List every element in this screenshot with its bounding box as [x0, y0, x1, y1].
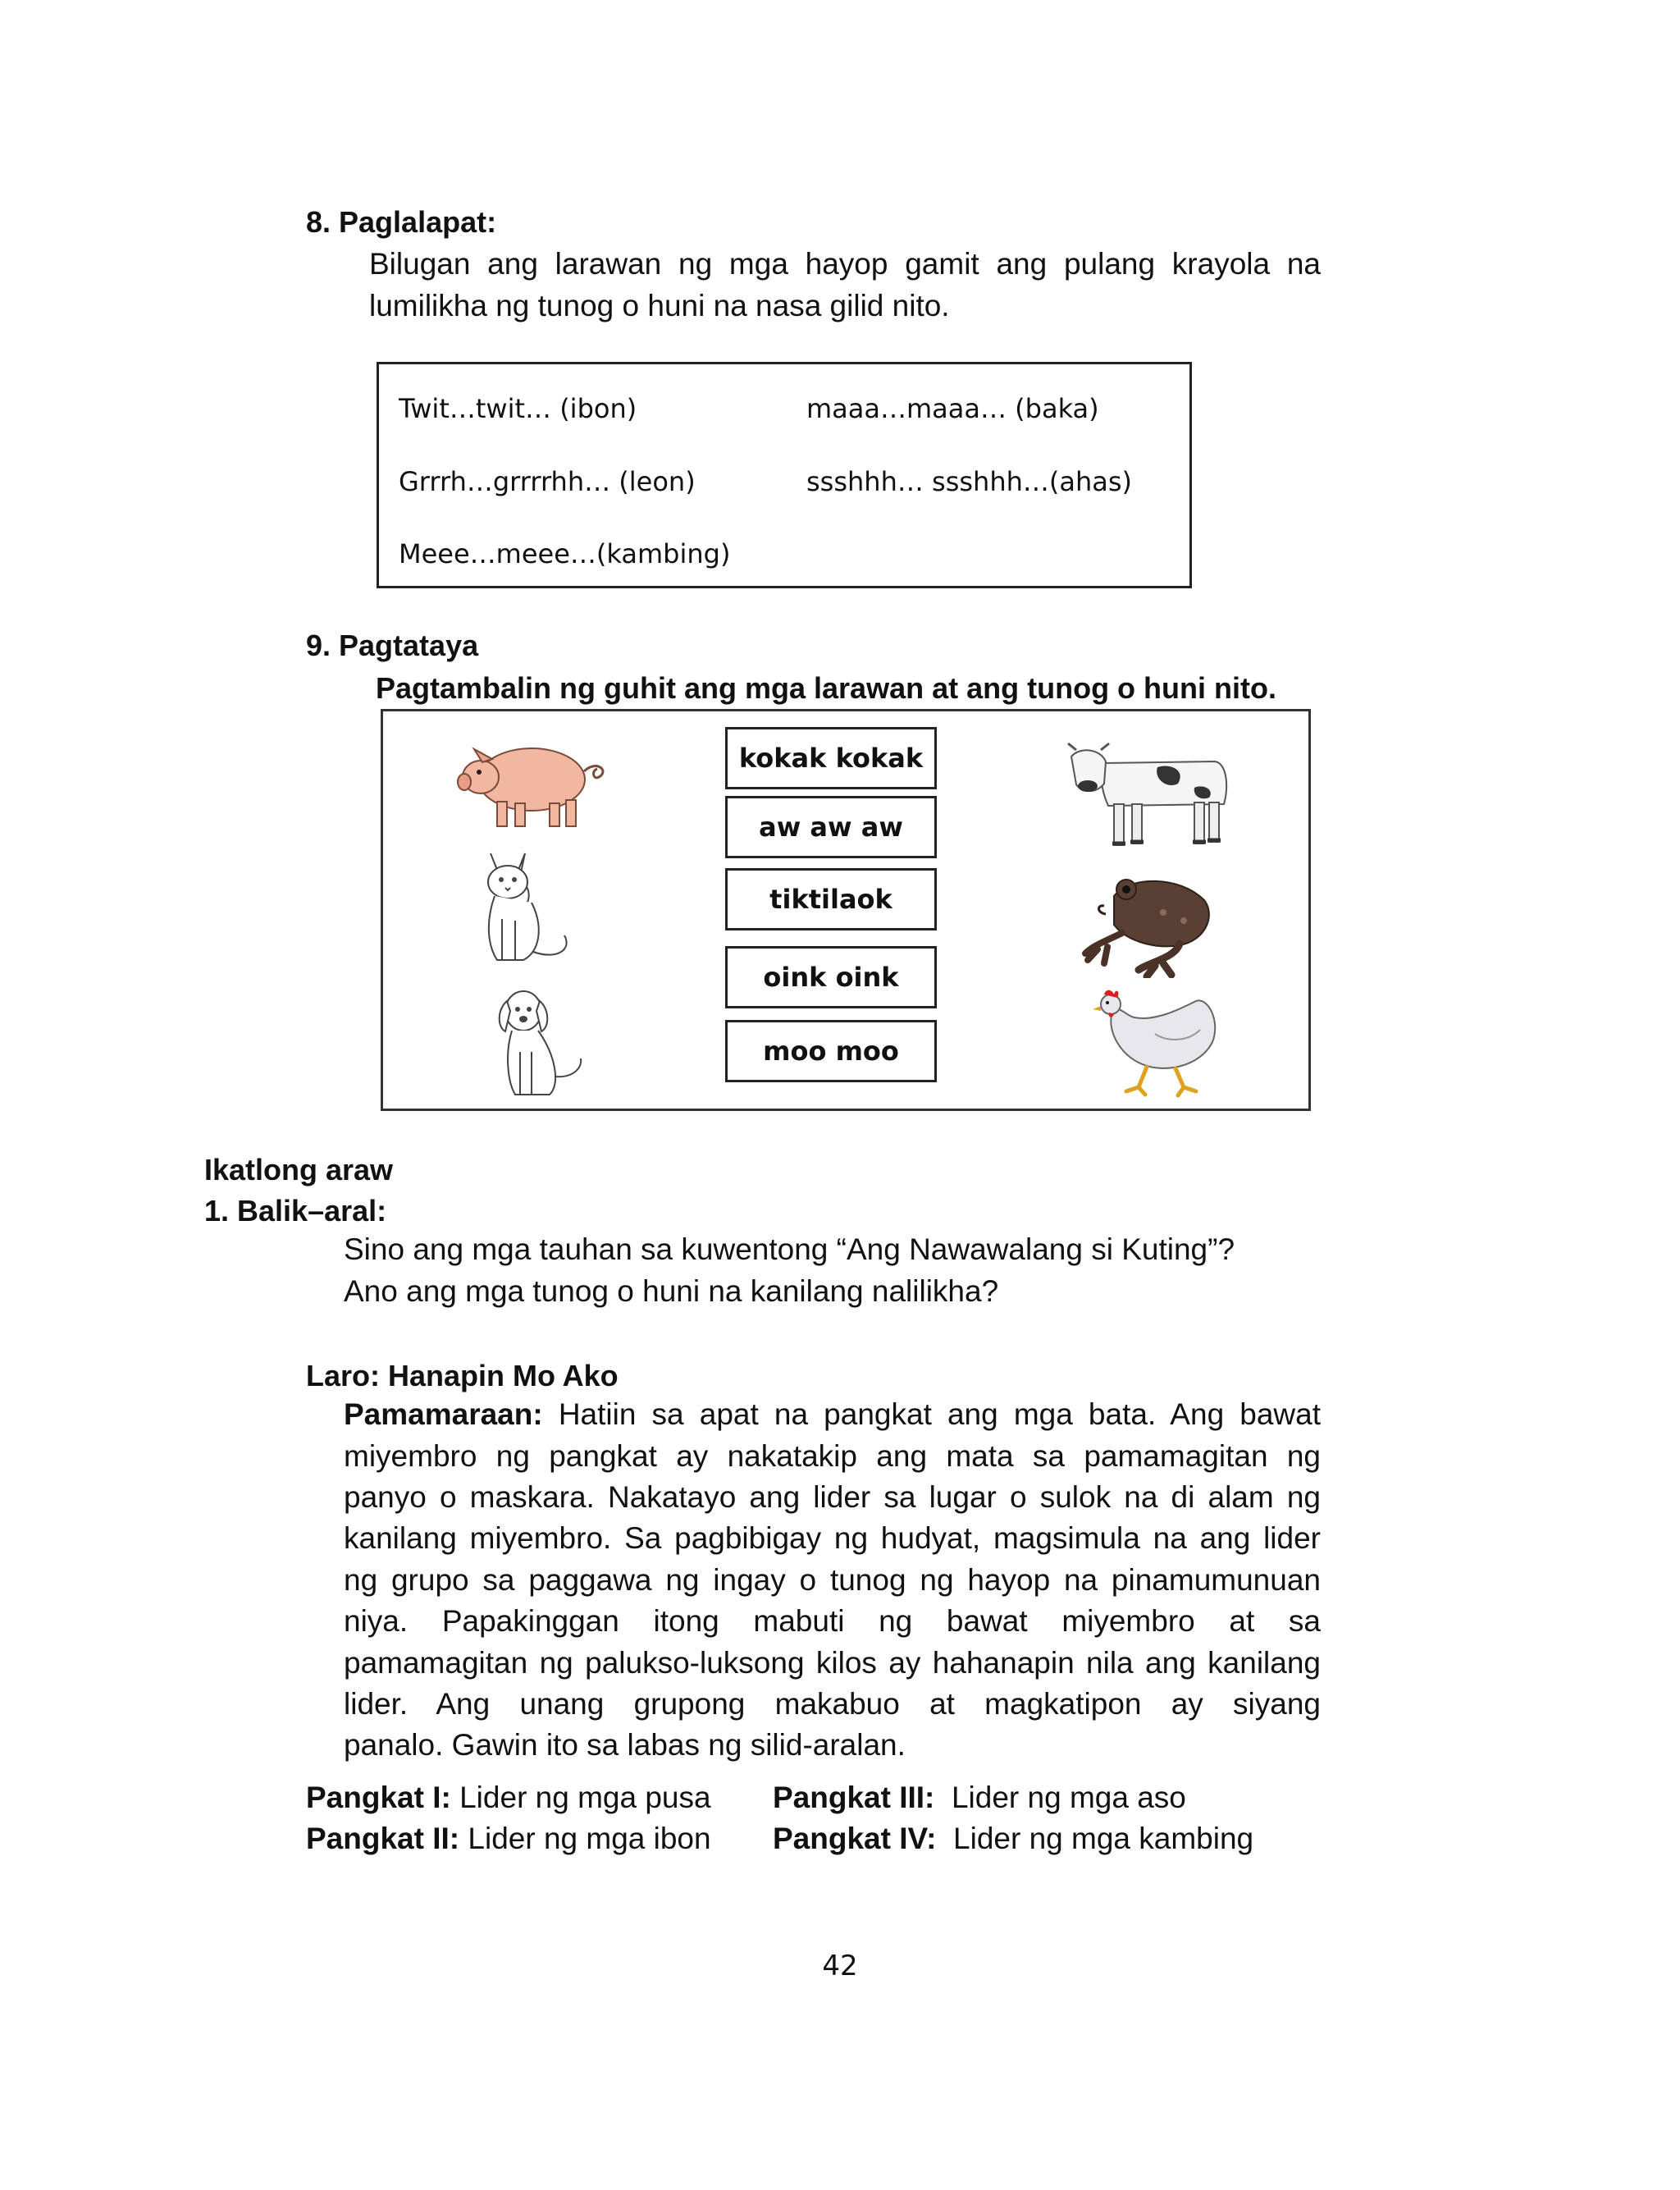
sound-box-moo: moo moo — [725, 1020, 937, 1082]
review-heading: 1. Balik–aral: — [204, 1194, 387, 1228]
sound-box-oink: oink oink — [725, 946, 937, 1008]
group-text: Lider ng mga kambing — [953, 1822, 1254, 1855]
review-question-2: Ano ang mga tunog o huni na kanilang nalilikha? — [344, 1274, 999, 1308]
group-3 — [773, 1776, 1186, 1818]
hen-icon — [1089, 985, 1229, 1100]
sound-box-tiktilaok: tiktilaok — [725, 868, 937, 930]
sound-item: Twit…twit… (ibon) — [399, 393, 637, 424]
sound-box-kokak: kokak kokak — [725, 727, 937, 789]
sound-item: ssshhh… ssshhh…(ahas) — [806, 466, 1133, 497]
section-8-instruction-line-1: Bilugan ang larawan ng mga hayop gamit ang pulang krayola na — [369, 247, 1321, 281]
pig-icon — [450, 734, 614, 833]
sound-item: Grrrh…grrrrhh… (leon) — [399, 466, 696, 497]
sounds-box — [377, 362, 1192, 588]
sound-item: maaa…maaa… (baka) — [806, 393, 1099, 424]
page-number: 42 — [822, 1950, 858, 1982]
procedure-line: panalo. Gawin ito sa labas ng silid-aralan. — [344, 1728, 906, 1762]
day-3-heading: Ikatlong araw — [204, 1153, 394, 1186]
group-label: Pangkat I: — [306, 1781, 451, 1814]
group-2 — [306, 1817, 711, 1859]
group-label: Pangkat II: — [306, 1822, 460, 1855]
cow-icon — [1063, 738, 1239, 853]
procedure-line: lider. Ang unang grupong makabuo at magkatipon ay siyang — [344, 1687, 1321, 1721]
group-text: Lider ng mga ibon — [468, 1822, 711, 1855]
sound-box-aw: aw aw aw — [725, 796, 937, 858]
group-text: Lider ng mga pusa — [459, 1781, 711, 1814]
section-9-heading: 9. Pagtataya — [306, 629, 479, 662]
group-label: Pangkat III: — [773, 1781, 935, 1814]
procedure-line: niya. Papakinggan itong mabuti ng bawat miyembro at sa — [344, 1604, 1321, 1638]
review-question-1: Sino ang mga tauhan sa kuwentong “Ang Nawawalang si Kuting”? — [344, 1232, 1235, 1266]
sound-item: Meee…meee…(kambing) — [399, 538, 731, 569]
procedure-line: ng grupo sa paggawa ng ingay o tunog ng hayop na pinamumunuan — [344, 1563, 1321, 1597]
cat-icon — [474, 845, 585, 968]
group-1 — [306, 1776, 711, 1818]
procedure-line: pamamagitan ng palukso-luksong kilos ay hahanapin nila ang kanilang — [344, 1646, 1321, 1680]
group-text: Lider ng mga aso — [951, 1781, 1186, 1814]
game-heading: Laro: Hanapin Mo Ako — [306, 1359, 619, 1392]
procedure-line: kanilang miyembro. Sa pagbibigay ng hudyat, magsimula na ang lider — [344, 1521, 1321, 1555]
group-4 — [773, 1817, 1253, 1859]
section-8-heading: 8. Paglalapat: — [306, 205, 497, 239]
group-label: Pangkat IV: — [773, 1822, 937, 1855]
section-8-instruction-line-2: lumilikha ng tunog o huni na nasa gilid nito. — [369, 289, 950, 322]
procedure-line: panyo o maskara. Nakatayo ang lider sa lugar o sulok na di alam ng — [344, 1480, 1321, 1514]
procedure-text: Hatiin sa apat na pangkat ang mga bata. Ang bawat — [558, 1397, 1322, 1431]
procedure-line — [344, 1393, 1321, 1435]
section-9-instruction: Pagtambalin ng guhit ang mga larawan at ang tunog o huni nito. — [376, 671, 1276, 705]
procedure-line: miyembro ng pangkat ay nakatakip ang mata sa pamamagitan ng — [344, 1439, 1321, 1473]
procedure-label: Pamamaraan: — [344, 1397, 543, 1431]
frog-icon — [1081, 863, 1225, 978]
dog-icon — [491, 986, 593, 1101]
